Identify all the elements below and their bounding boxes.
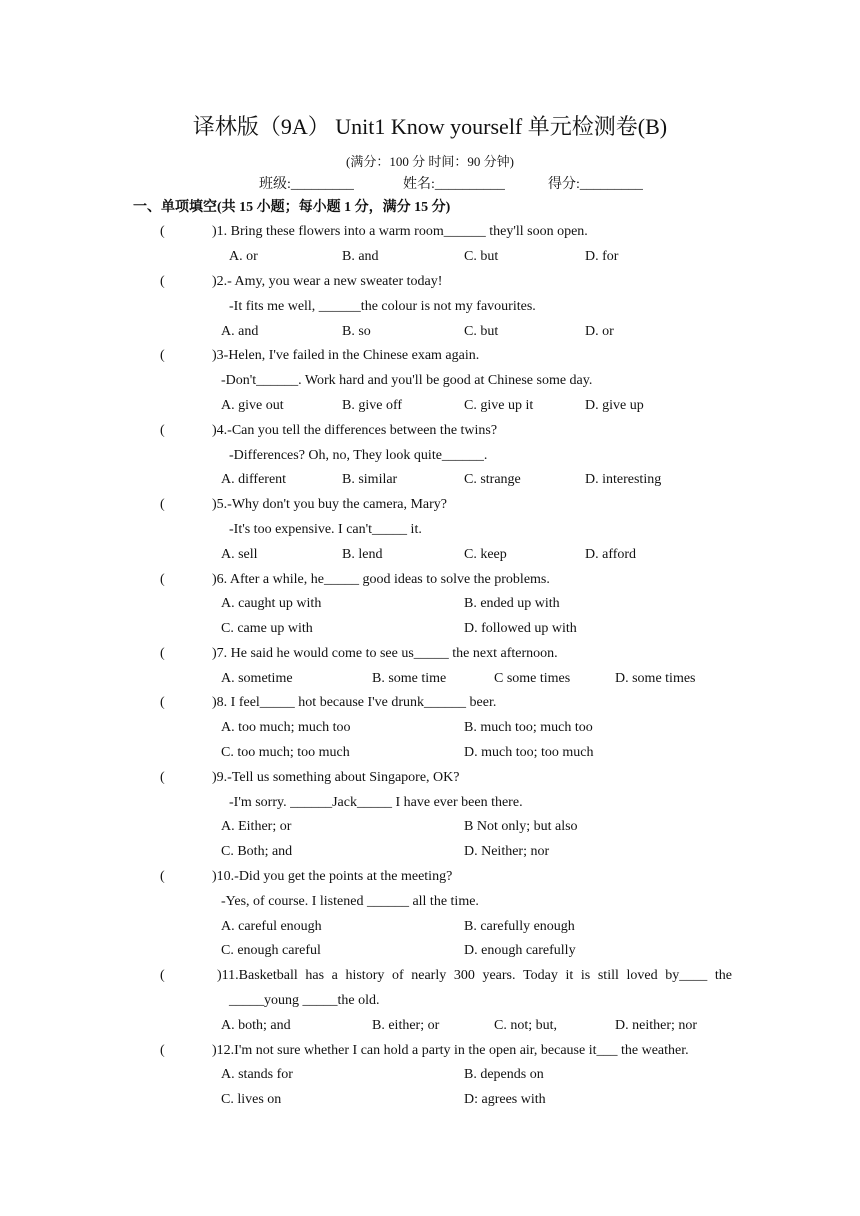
- section-title: 一、单项填空(共 15 小题；每小题 1 分，满分 15 分): [133, 200, 451, 215]
- question-9-options-row2: [0, 841, 860, 866]
- question-10-options-row2: [0, 940, 860, 965]
- option-b: B. much too; much too: [464, 720, 593, 735]
- question-11-line2: _____young _____the old.: [229, 993, 380, 1008]
- option-b: B. give off: [342, 398, 403, 413]
- question-11-options: [0, 1015, 860, 1040]
- student-info-line: [0, 174, 860, 196]
- score-field[interactable]: 得分:_________: [548, 177, 643, 192]
- question-10-stem: ( )10.-Did you get the points at the meeting?: [0, 866, 860, 891]
- option-b: B. some time: [372, 671, 447, 686]
- question-3-stem: ( )3-Helen, I've failed in the Chinese exam again.: [0, 345, 860, 370]
- question-6-options-row1: [0, 593, 860, 618]
- option-a: A. or: [229, 249, 258, 264]
- option-d: D. enough carefully: [464, 943, 576, 958]
- word: it: [565, 968, 574, 983]
- option-b: B. depends on: [464, 1067, 544, 1082]
- option-d: D: agrees with: [464, 1092, 546, 1107]
- option-a: A. stands for: [221, 1067, 293, 1082]
- word: years.: [482, 968, 516, 983]
- question-9-stem: ( )9.-Tell us something about Singapore, OK?: [0, 767, 860, 792]
- word: 300: [453, 968, 475, 983]
- question-1-stem: ( )1. Bring these flowers into a warm room______ they'll soon open.: [0, 221, 860, 246]
- option-a: A. different: [221, 472, 287, 487]
- question-4-line2: -Differences? Oh, no, They look quite______.: [229, 448, 488, 463]
- answer-blank[interactable]: (: [160, 869, 165, 884]
- option-b: B. either; or: [372, 1018, 440, 1033]
- option-d: D. Neither; nor: [464, 844, 550, 859]
- option-d: D. afford: [585, 547, 637, 562]
- option-c: C. but: [464, 249, 499, 264]
- question-5-line2: -It's too expensive. I can't_____ it.: [229, 522, 422, 537]
- question-6-stem: ( )6. After a while, he_____ good ideas to solve the problems.: [0, 569, 860, 594]
- answer-blank[interactable]: (: [160, 968, 165, 983]
- option-b: B. so: [342, 324, 371, 339]
- question-11-text: [217, 965, 732, 987]
- answer-blank[interactable]: (: [160, 770, 165, 785]
- word: of: [391, 968, 404, 983]
- answer-blank[interactable]: (: [160, 572, 165, 587]
- word: history: [345, 968, 385, 983]
- word: )11.Basketball: [217, 968, 298, 983]
- page-title: 译林版（9A） Unit1 Know yourself 单元检测卷(B): [192, 114, 668, 139]
- option-b: B. carefully enough: [464, 919, 575, 934]
- exam-info: (满分：100 分 时间：90 分钟): [346, 154, 514, 169]
- question-1-options: [0, 246, 860, 271]
- word: Today: [523, 968, 558, 983]
- question-5-stem: ( )5.-Why don't you buy the camera, Mary?: [0, 494, 860, 519]
- answer-blank[interactable]: (: [160, 224, 165, 239]
- option-a: A. and: [221, 324, 259, 339]
- option-c: C. enough careful: [221, 943, 321, 958]
- option-b: B. similar: [342, 472, 398, 487]
- question-2-options: [0, 321, 860, 346]
- option-d: D. followed up with: [464, 621, 577, 636]
- question-11-stem: [0, 965, 860, 990]
- option-a: A. give out: [221, 398, 284, 413]
- question-12-options-row1: [0, 1064, 860, 1089]
- name-field[interactable]: 姓名:__________: [403, 177, 505, 192]
- option-d: D. some times: [615, 671, 696, 686]
- answer-blank[interactable]: (: [160, 497, 165, 512]
- option-d: D. or: [585, 324, 614, 339]
- question-9-options-row1: [0, 816, 860, 841]
- question-3-line2: -Don't______. Work hard and you'll be good at Chinese some day.: [221, 373, 593, 388]
- option-b: B Not only; but also: [464, 819, 578, 834]
- option-c: C. but: [464, 324, 499, 339]
- word: nearly: [411, 968, 447, 983]
- question-4-stem: ( )4.-Can you tell the differences between the twins?: [0, 420, 860, 445]
- option-a: A. too much; much too: [221, 720, 351, 735]
- question-12-stem: ( )12.I'm not sure whether I can hold a party in the open air, because it___ the weather.: [0, 1040, 860, 1065]
- option-a: A. sell: [221, 547, 258, 562]
- option-b: B. and: [342, 249, 379, 264]
- class-field[interactable]: 班级:_________: [259, 177, 354, 192]
- question-8-options-row2: [0, 742, 860, 767]
- option-d: D. much too; too much: [464, 745, 594, 760]
- option-d: D. give up: [585, 398, 644, 413]
- answer-blank[interactable]: (: [160, 695, 165, 710]
- option-c: C. Both; and: [221, 844, 293, 859]
- option-c: C. too much; too much: [221, 745, 350, 760]
- question-7-options: [0, 668, 860, 693]
- question-2-line2: -It fits me well, ______the colour is not my favourites.: [229, 299, 536, 314]
- option-c: C. keep: [464, 547, 507, 562]
- word: is: [580, 968, 591, 983]
- option-a: A. caught up with: [221, 596, 322, 611]
- option-a: A. careful enough: [221, 919, 322, 934]
- option-d: D. neither; nor: [615, 1018, 698, 1033]
- question-6-options-row2: [0, 618, 860, 643]
- option-d: D. for: [585, 249, 619, 264]
- word: by____: [665, 968, 708, 983]
- option-b: B. ended up with: [464, 596, 560, 611]
- question-10-line2: -Yes, of course. I listened ______ all the time.: [221, 894, 479, 909]
- question-3-options: [0, 395, 860, 420]
- question-9-line2: -I'm sorry. ______Jack_____ I have ever been there.: [229, 795, 523, 810]
- question-12-options-row2: [0, 1089, 860, 1114]
- option-c: C. lives on: [221, 1092, 282, 1107]
- question-2-stem: ( )2.- Amy, you wear a new sweater today!: [0, 271, 860, 296]
- option-c: C. came up with: [221, 621, 313, 636]
- answer-blank[interactable]: (: [160, 274, 165, 289]
- option-a: A. Either; or: [221, 819, 292, 834]
- word: the: [714, 968, 732, 983]
- word: still: [597, 968, 619, 983]
- option-c: C. strange: [464, 472, 521, 487]
- option-a: A. sometime: [221, 671, 293, 686]
- answer-blank[interactable]: (: [160, 348, 165, 363]
- option-c: C some times: [494, 671, 571, 686]
- option-a: A. both; and: [221, 1018, 291, 1033]
- answer-blank[interactable]: (: [160, 423, 165, 438]
- question-10-options-row1: [0, 916, 860, 941]
- question-8-stem: ( )8. I feel_____ hot because I've drunk______ beer.: [0, 692, 860, 717]
- question-4-options: [0, 469, 860, 494]
- option-c: C. not; but,: [494, 1018, 558, 1033]
- answer-blank[interactable]: (: [160, 1043, 165, 1058]
- answer-blank[interactable]: (: [160, 646, 165, 661]
- word: loved: [626, 968, 658, 983]
- word: has: [305, 968, 325, 983]
- question-8-options-row1: [0, 717, 860, 742]
- question-5-options: [0, 544, 860, 569]
- option-d: D. interesting: [585, 472, 662, 487]
- option-b: B. lend: [342, 547, 383, 562]
- option-c: C. give up it: [464, 398, 534, 413]
- question-7-stem: ( )7. He said he would come to see us_____ the next afternoon.: [0, 643, 860, 668]
- word: a: [331, 968, 338, 983]
